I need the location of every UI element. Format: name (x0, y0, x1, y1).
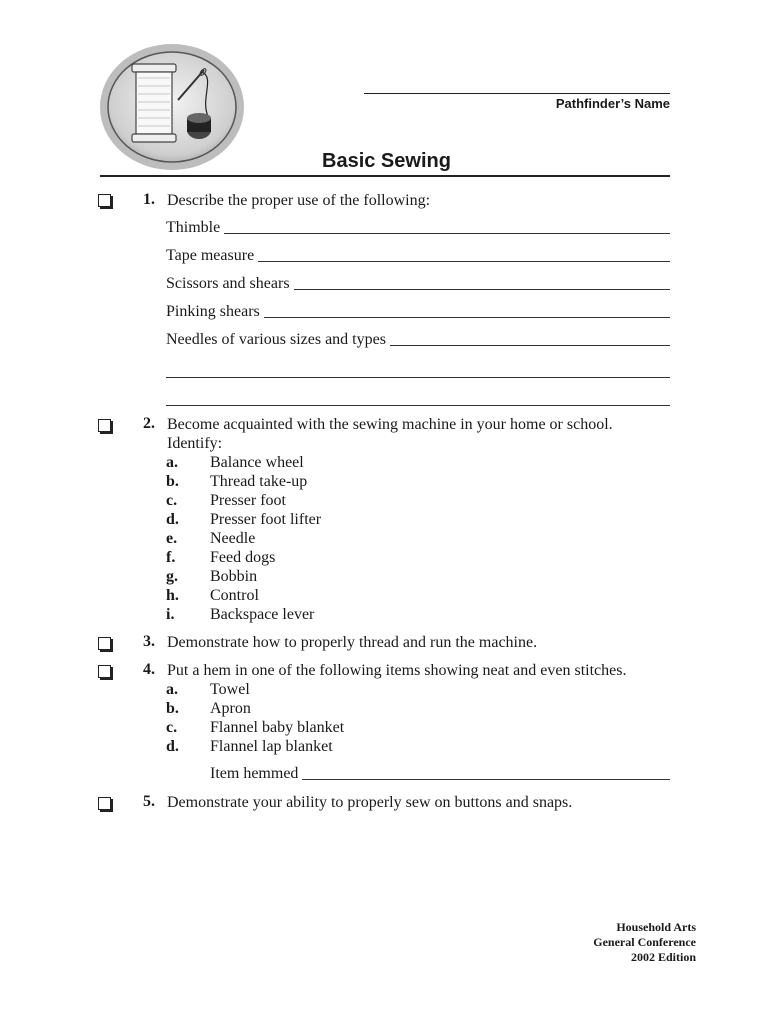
field-needles[interactable] (166, 330, 670, 349)
field-label: Pinking shears (166, 303, 260, 320)
requirement-1-text: Describe the proper use of the following: (167, 192, 431, 209)
requirement-1-number: 1. (143, 191, 155, 208)
item-letter: d. (166, 738, 179, 755)
item-letter: a. (166, 681, 178, 698)
answer-line[interactable] (390, 345, 670, 346)
title-rule (100, 175, 670, 177)
item-letter: h. (166, 587, 179, 604)
footer (593, 920, 696, 965)
requirement-4-checkbox[interactable] (98, 665, 111, 678)
item-letter: g. (166, 568, 178, 585)
field-label: Thimble (166, 219, 221, 236)
item-label: Presser foot lifter (210, 511, 322, 528)
requirement-2-text: Become acquainted with the sewing machine in your home or school. (167, 416, 613, 433)
answer-line[interactable] (224, 233, 670, 234)
item-label: Presser foot (210, 492, 286, 509)
field-label: Scissors and shears (166, 275, 290, 292)
item-letter: a. (166, 454, 178, 471)
item-letter: c. (166, 719, 178, 736)
field-tape-measure[interactable] (166, 246, 670, 265)
requirement-3-checkbox[interactable] (98, 637, 111, 650)
field-pinking-shears[interactable] (166, 302, 670, 321)
answer-line[interactable] (264, 317, 670, 318)
answer-line-extra-1[interactable] (166, 377, 670, 378)
item-label: Needle (210, 530, 256, 547)
item-letter: f. (166, 549, 176, 566)
item-label: Flannel baby blanket (210, 719, 345, 736)
item-letter: d. (166, 511, 179, 528)
footer-line-1: Household Arts (616, 920, 696, 934)
item-letter: b. (166, 473, 179, 490)
footer-line-3: 2002 Edition (630, 950, 696, 964)
field-item-hemmed[interactable] (210, 764, 670, 783)
item-label: Bobbin (210, 568, 258, 585)
item-letter: c. (166, 492, 178, 509)
requirement-3-number: 3. (143, 633, 155, 650)
sewing-badge-logo (98, 42, 246, 172)
requirement-3-text: Demonstrate how to properly thread and run the machine. (167, 634, 538, 651)
answer-line-extra-2[interactable] (166, 405, 670, 406)
requirement-2-checkbox[interactable] (98, 419, 111, 432)
item-label: Flannel lap blanket (210, 738, 333, 755)
answer-line[interactable] (258, 261, 670, 262)
pathfinder-name-label: Pathfinder’s Name (555, 96, 670, 111)
requirement-1-checkbox[interactable] (98, 194, 111, 207)
field-label: Tape measure (166, 247, 255, 264)
requirement-2-identify: Identify: (167, 435, 223, 452)
footer-line-2: General Conference (593, 935, 696, 949)
thread-spool-needle-icon (98, 42, 246, 172)
requirement-5-checkbox[interactable] (98, 797, 111, 810)
item-label: Apron (210, 700, 251, 717)
item-label: Control (210, 587, 259, 604)
pathfinder-name-line[interactable] (364, 93, 670, 94)
field-label: Needles of various sizes and types (166, 331, 386, 348)
requirement-2-number: 2. (143, 415, 155, 432)
item-letter: b. (166, 700, 179, 717)
item-label: Backspace lever (210, 606, 315, 623)
item-label: Thread take-up (210, 473, 308, 490)
answer-line[interactable] (294, 289, 670, 290)
field-scissors-shears[interactable] (166, 274, 670, 293)
requirement-5-number: 5. (143, 793, 155, 810)
field-thimble[interactable] (166, 218, 670, 237)
item-letter: i. (166, 606, 175, 623)
requirement-5-text: Demonstrate your ability to properly sew on buttons and snaps. (167, 794, 573, 811)
requirement-4-text: Put a hem in one of the following items showing neat and even stitches. (167, 662, 627, 679)
item-label: Towel (210, 681, 250, 698)
requirement-4-number: 4. (143, 661, 155, 678)
item-label: Feed dogs (210, 549, 276, 566)
page-title: Basic Sewing (322, 150, 451, 172)
answer-line[interactable] (302, 779, 670, 780)
item-label: Balance wheel (210, 454, 304, 471)
item-letter: e. (166, 530, 178, 547)
field-label: Item hemmed (210, 765, 299, 782)
